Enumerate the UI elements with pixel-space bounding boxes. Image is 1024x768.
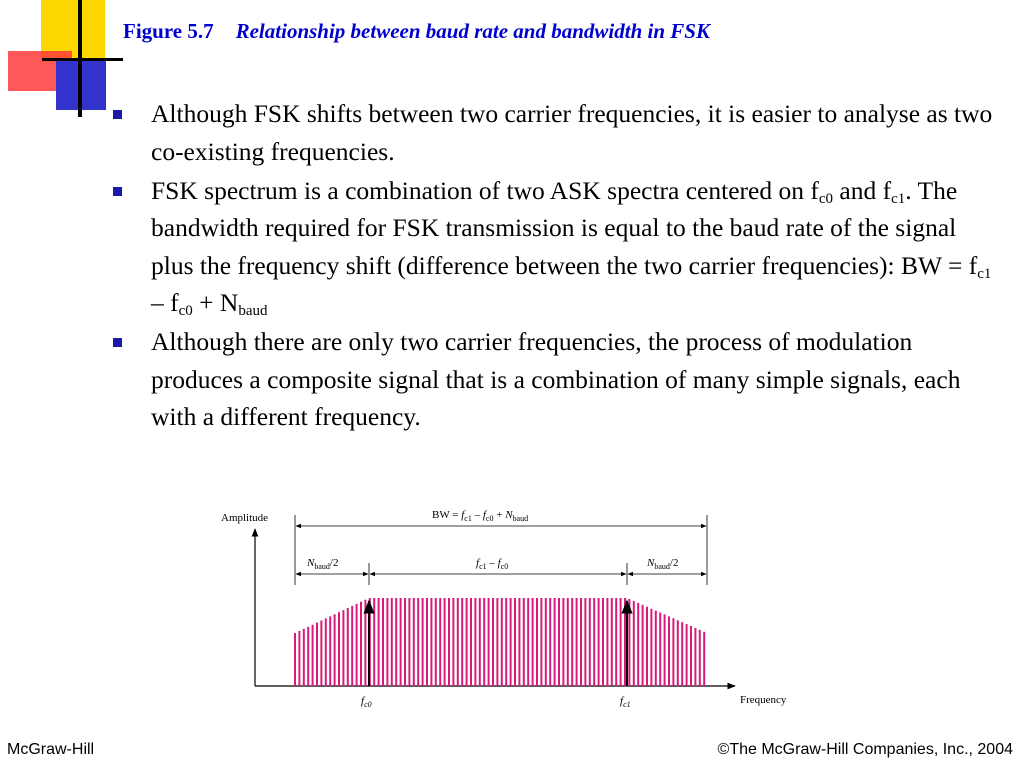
amplitude-label: Amplitude <box>221 512 269 524</box>
decor-horizontal-line <box>42 58 123 61</box>
bullet-item <box>113 172 993 322</box>
half-baud-left-label: $N_{baud}/2$ <box>307 557 339 571</box>
bullet-item <box>113 95 993 170</box>
subscript: c1 <box>977 265 992 282</box>
bullet-item <box>113 323 993 436</box>
figure-caption: Relationship between baud rate and bandwidth in FSK <box>235 19 710 43</box>
spectrum-bars <box>295 598 704 686</box>
bullet-text: . The bandwidth required for FSK transmission is equal to the baud rate of the signal plus the frequency shift (difference between the two carrier frequencies): BW = f <box>151 175 978 280</box>
bw-label: BW = $f_{c1} - f_{c0} + N_{baud}$ <box>432 509 529 523</box>
bullet-text: + N <box>192 288 239 317</box>
subscript: c1 <box>891 190 906 207</box>
half-baud-right-label: $N_{baud}/2$ <box>647 557 679 571</box>
footer-publisher: McGraw-Hill <box>7 741 95 758</box>
footer-copyright: ©The McGraw-Hill Companies, Inc., 2004 <box>717 741 1013 758</box>
carrier-fc1-label: $f_{c1}$ <box>620 695 631 709</box>
bullet-text: Although FSK shifts between two carrier frequencies, it is easier to analyse as two co-existing frequencies. <box>151 99 993 166</box>
frequency-label: Frequency <box>740 694 787 706</box>
bullet-marker <box>113 338 122 347</box>
bullet-list <box>113 95 993 437</box>
subscript: c0 <box>818 190 833 207</box>
bullet-text: Although there are only two carrier frequencies, the process of modulation produces a composite signal that is a combination of many simple signals, each with a different frequency. <box>151 327 961 431</box>
bullet-text: – f <box>151 288 179 317</box>
figure-number: Figure 5.7 <box>123 19 214 43</box>
fsk-bandwidth-diagram <box>205 495 815 715</box>
bullet-text: and f <box>833 175 892 205</box>
slide-title <box>123 19 710 44</box>
shift-label: $f_{c1} - f_{c0}$ <box>476 557 509 571</box>
subscript: c0 <box>178 303 193 319</box>
bullet-marker <box>113 187 122 196</box>
subscript: baud <box>238 303 268 319</box>
bullet-text: FSK spectrum is a combination of two ASK spectra centered on f <box>151 175 819 205</box>
bullet-marker <box>113 110 122 119</box>
carrier-fc0-label: $f_{c0}$ <box>361 695 372 709</box>
